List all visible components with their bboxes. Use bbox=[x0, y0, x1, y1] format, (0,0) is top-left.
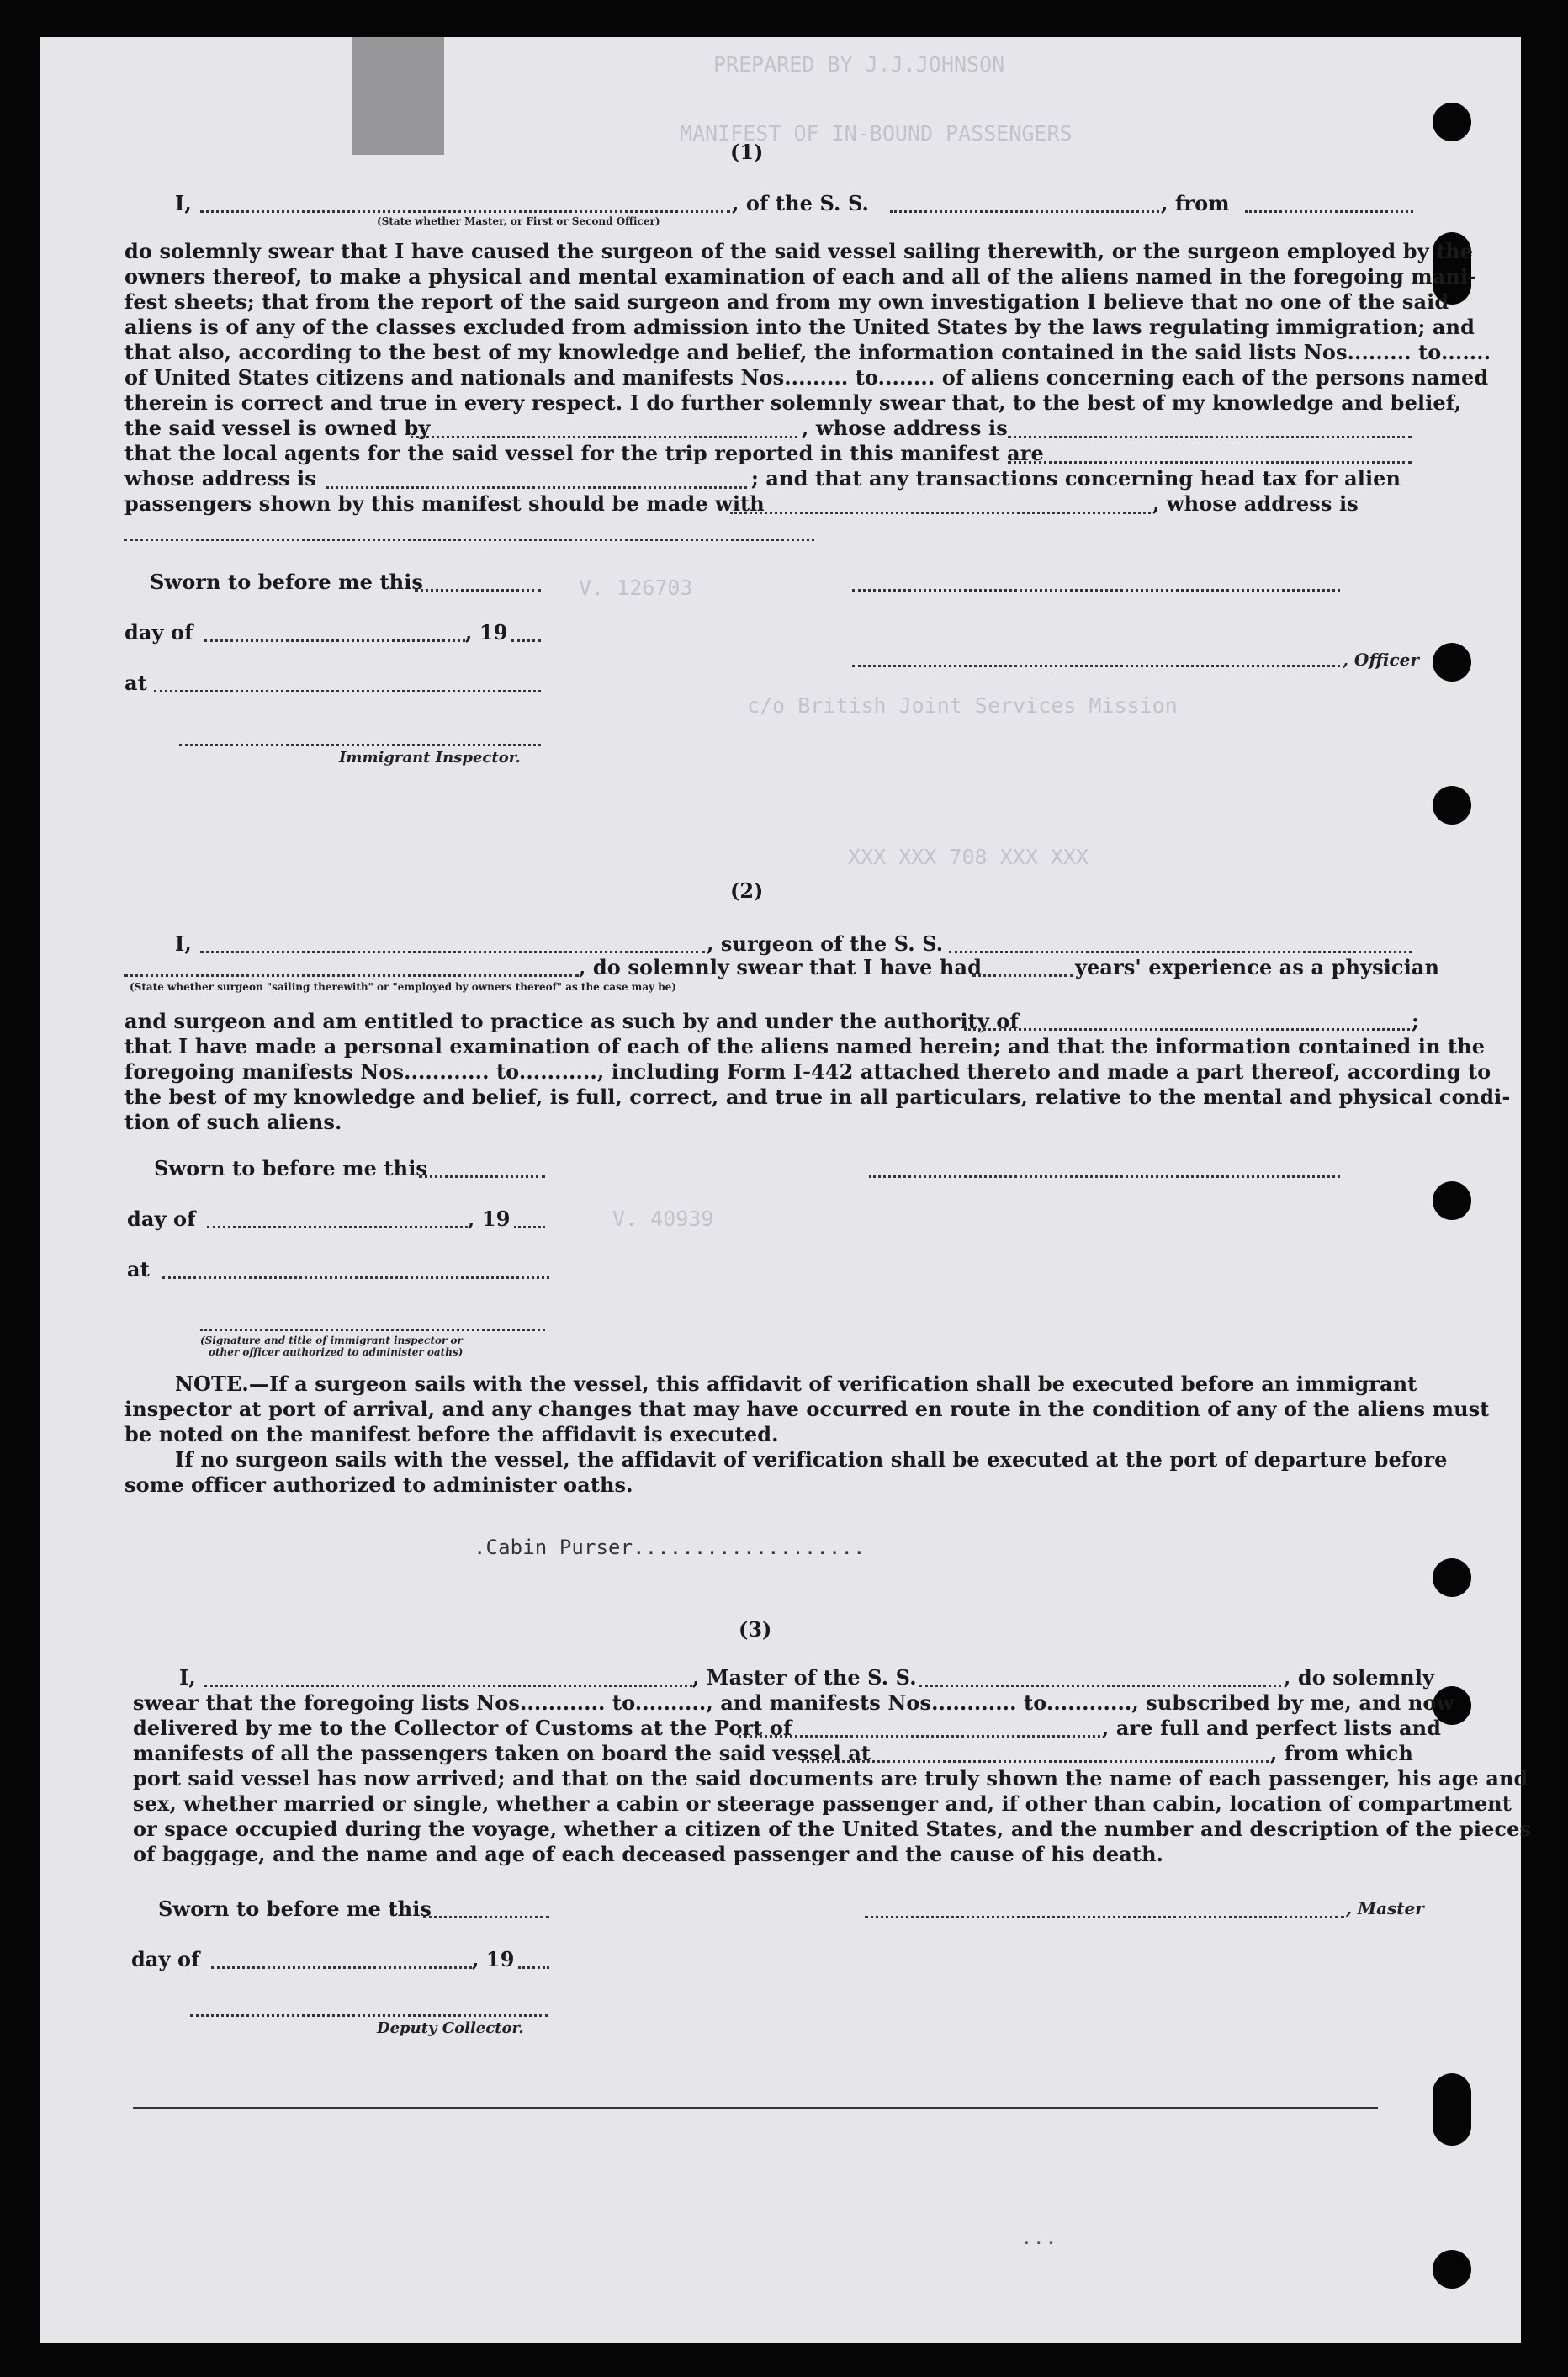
punch-hole bbox=[1433, 643, 1471, 682]
jurat-text: day of bbox=[124, 620, 193, 645]
oath-text: swear that the foregoing lists Nos............ to.........., and manifests Nos............ to............, subscribed by me, and now bbox=[133, 1690, 1454, 1715]
jurat-text: at bbox=[127, 1257, 150, 1281]
bleed-through-text: V. 126703 bbox=[579, 576, 693, 600]
punch-hole bbox=[1433, 1558, 1471, 1597]
oath-text: do solemnly swear that I have caused the surgeon of the said vessel sailing therewith, or the surgeon employed by the bbox=[124, 239, 1474, 263]
signature-line[interactable] bbox=[200, 1329, 545, 1331]
oath-text: , surgeon of the S. S. bbox=[707, 931, 944, 956]
oath-text: whose address is bbox=[124, 466, 316, 491]
bleed-through-text: PREPARED BY J.J.JOHNSON bbox=[713, 52, 1005, 77]
note-text: be noted on the manifest before the affidavit is executed. bbox=[124, 1422, 779, 1446]
jurat-text: Sworn to before me this bbox=[158, 1897, 432, 1921]
bottom-rule bbox=[133, 2107, 1378, 2109]
blank-line[interactable] bbox=[964, 1028, 1410, 1031]
oath-text: of baggage, and the name and age of each deceased passenger and the cause of his death. bbox=[133, 1842, 1164, 1866]
blank-line[interactable] bbox=[1245, 210, 1413, 213]
oath-text: that also, according to the best of my knowledge and belief, the information contained in the said lists Nos......... to....... bbox=[124, 340, 1491, 364]
blank-line[interactable] bbox=[154, 690, 541, 692]
blank-line[interactable] bbox=[162, 1276, 549, 1279]
oath-text: delivered by me to the Collector of Customs at the Port of bbox=[133, 1716, 792, 1740]
jurat-text: , 19 bbox=[468, 1207, 511, 1231]
section-number: (2) bbox=[730, 878, 764, 903]
oath-text: , do solemnly bbox=[1284, 1665, 1434, 1690]
oath-text: , from bbox=[1161, 191, 1230, 215]
note-text: If no surgeon sails with the vessel, the affidavit of verification shall be executed at the port of departure before bbox=[175, 1447, 1448, 1472]
oath-text: , Master of the S. S. bbox=[692, 1665, 917, 1690]
bleed-through-text: c/o British Joint Services Mission bbox=[747, 693, 1178, 718]
oath-text: or space occupied during the voyage, whether a citizen of the United States, and the number and description of the pieces bbox=[133, 1817, 1532, 1841]
blank-line[interactable] bbox=[124, 974, 579, 977]
oath-text: that I have made a personal examination of each of the aliens named herein; and that the information contained in the bbox=[124, 1034, 1486, 1059]
blank-line[interactable] bbox=[852, 665, 1340, 667]
typed-stamp: .Cabin Purser................... bbox=[474, 1536, 866, 1559]
oath-text: fest sheets; that from the report of the said surgeon and from my own investigation I believe that no one of the said bbox=[124, 289, 1449, 314]
blank-line[interactable] bbox=[411, 436, 797, 438]
blank-line[interactable] bbox=[415, 589, 541, 592]
blank-line[interactable] bbox=[511, 639, 541, 642]
oath-text: I, bbox=[175, 931, 192, 956]
blank-line[interactable] bbox=[124, 539, 814, 541]
blank-line[interactable] bbox=[890, 210, 1159, 213]
blank-line[interactable] bbox=[739, 1735, 1100, 1738]
field-hint: (State whether surgeon "sailing therewith" or "employed by owners thereof" as the case may be) bbox=[130, 981, 676, 993]
punch-hole bbox=[1433, 2250, 1471, 2289]
punch-hole bbox=[1433, 1181, 1471, 1220]
oath-text: I, bbox=[179, 1665, 196, 1690]
oath-text: years' experience as a physician bbox=[1075, 955, 1440, 979]
jurat-text: Sworn to before me this bbox=[150, 570, 424, 594]
note-text: inspector at port of arrival, and any changes that may have occurred en route in the condition of any of the aliens must bbox=[124, 1397, 1490, 1421]
blank-line[interactable] bbox=[423, 1916, 549, 1918]
blank-line[interactable] bbox=[207, 1226, 468, 1228]
manifest-page bbox=[40, 37, 1532, 2343]
blank-line[interactable] bbox=[211, 1966, 472, 1969]
signature-line[interactable] bbox=[865, 1916, 1344, 1918]
signature-hint: (Signature and title of immigrant inspector or bbox=[200, 1334, 463, 1346]
note-text: NOTE.—If a surgeon sails with the vessel, this affidavit of verification shall be executed before an immigrant bbox=[175, 1372, 1417, 1396]
blank-line[interactable] bbox=[869, 1175, 1340, 1178]
deputy-label: Deputy Collector. bbox=[377, 2019, 524, 2037]
oath-text: , of the S. S. bbox=[732, 191, 869, 215]
jurat-text: , 19 bbox=[472, 1947, 515, 1971]
oath-text: foregoing manifests Nos............ to..........., including Form I-442 attached thereto and made a part thereof, according to bbox=[124, 1059, 1491, 1084]
oath-text: the best of my knowledge and belief, is full, correct, and true in all particulars, relative to the mental and physical condi- bbox=[124, 1085, 1511, 1109]
bleed-through-text: XXX XXX 708 XXX XXX bbox=[848, 845, 1089, 869]
oath-text: port said vessel has now arrived; and that on the said documents are truly shown the name of each passenger, his age and bbox=[133, 1766, 1528, 1791]
oath-text: , from which bbox=[1270, 1741, 1413, 1765]
jurat-text: at bbox=[124, 671, 147, 695]
blank-line[interactable] bbox=[1008, 461, 1412, 464]
oath-text: of United States citizens and nationals and manifests Nos......... to........ of aliens concerning each of the persons named bbox=[124, 365, 1489, 390]
oath-text: ; bbox=[1412, 1009, 1419, 1033]
field-hint: (State whether Master, or First or Second Officer) bbox=[377, 215, 660, 227]
jurat-text: Sworn to before me this bbox=[154, 1156, 428, 1181]
oath-text: manifests of all the passengers taken on board the said vessel at bbox=[133, 1741, 871, 1765]
oath-text: , whose address is bbox=[1152, 491, 1359, 516]
note-text: some officer authorized to administer oaths. bbox=[124, 1472, 633, 1497]
blank-line[interactable] bbox=[730, 512, 1151, 514]
blank-line[interactable] bbox=[514, 1226, 545, 1228]
oath-text: that the local agents for the said vessel for the trip reported in this manifest are bbox=[124, 441, 1044, 465]
signature-hint: other officer authorized to administer oaths) bbox=[209, 1346, 464, 1358]
blank-line[interactable] bbox=[204, 1685, 692, 1687]
punch-hole bbox=[1433, 786, 1471, 825]
blank-line[interactable] bbox=[419, 1175, 545, 1178]
oath-text: , are full and perfect lists and bbox=[1102, 1716, 1442, 1740]
oath-text: tion of such aliens. bbox=[124, 1110, 342, 1134]
bleed-through-text: MANIFEST OF IN-BOUND PASSENGERS bbox=[680, 121, 1073, 146]
master-label: , Master bbox=[1346, 1898, 1424, 1918]
signature-line[interactable] bbox=[179, 744, 541, 746]
jurat-text: , 19 bbox=[465, 620, 508, 645]
blank-line[interactable] bbox=[204, 639, 465, 642]
blank-line[interactable] bbox=[949, 951, 1412, 953]
section-number: (1) bbox=[730, 140, 764, 164]
blank-line[interactable] bbox=[518, 1966, 549, 1969]
blank-line[interactable] bbox=[802, 1760, 1269, 1763]
blank-line[interactable] bbox=[972, 974, 1073, 977]
punch-hole bbox=[1433, 2073, 1471, 2146]
blank-line[interactable] bbox=[1008, 436, 1412, 438]
inspector-label: Immigrant Inspector. bbox=[339, 749, 521, 767]
oath-text: sex, whether married or single, whether a cabin or steerage passenger and, if other than cabin, location of compartment bbox=[133, 1791, 1512, 1816]
oath-text: therein is correct and true in every respect. I do further solemnly swear that, to the best of my knowledge and belief, bbox=[124, 390, 1462, 415]
oath-text: , do solemnly swear that I have had bbox=[579, 955, 982, 979]
oath-text: ; and that any transactions concerning head tax for alien bbox=[751, 466, 1401, 491]
oath-text: passengers shown by this manifest should be made with bbox=[124, 491, 765, 516]
oath-text: I, bbox=[175, 191, 192, 215]
section-number: (3) bbox=[739, 1617, 772, 1642]
signature-line[interactable] bbox=[190, 2014, 548, 2017]
punch-hole bbox=[1433, 103, 1471, 141]
oath-text: the said vessel is owned by bbox=[124, 416, 431, 440]
blank-line[interactable] bbox=[852, 589, 1340, 592]
oath-text: and surgeon and am entitled to practice as such by and under the authority of bbox=[124, 1009, 1019, 1033]
blank-line[interactable] bbox=[326, 486, 747, 489]
jurat-text: day of bbox=[127, 1207, 196, 1231]
oath-text: , whose address is bbox=[802, 416, 1008, 440]
officer-label: , Officer bbox=[1343, 650, 1419, 670]
oath-text: aliens is of any of the classes excluded from admission into the United States by the laws regulating immigration; and bbox=[124, 315, 1475, 339]
jurat-text: day of bbox=[131, 1947, 200, 1971]
tape-mark bbox=[352, 37, 444, 155]
footer-stamp: ... bbox=[1020, 2226, 1057, 2249]
blank-line[interactable] bbox=[200, 210, 730, 213]
oath-text: owners thereof, to make a physical and mental examination of each and all of the aliens named in the foregoing mani- bbox=[124, 264, 1477, 289]
blank-line[interactable] bbox=[919, 1685, 1281, 1687]
blank-line[interactable] bbox=[200, 951, 705, 953]
bleed-through-text: V. 40939 bbox=[612, 1207, 714, 1231]
